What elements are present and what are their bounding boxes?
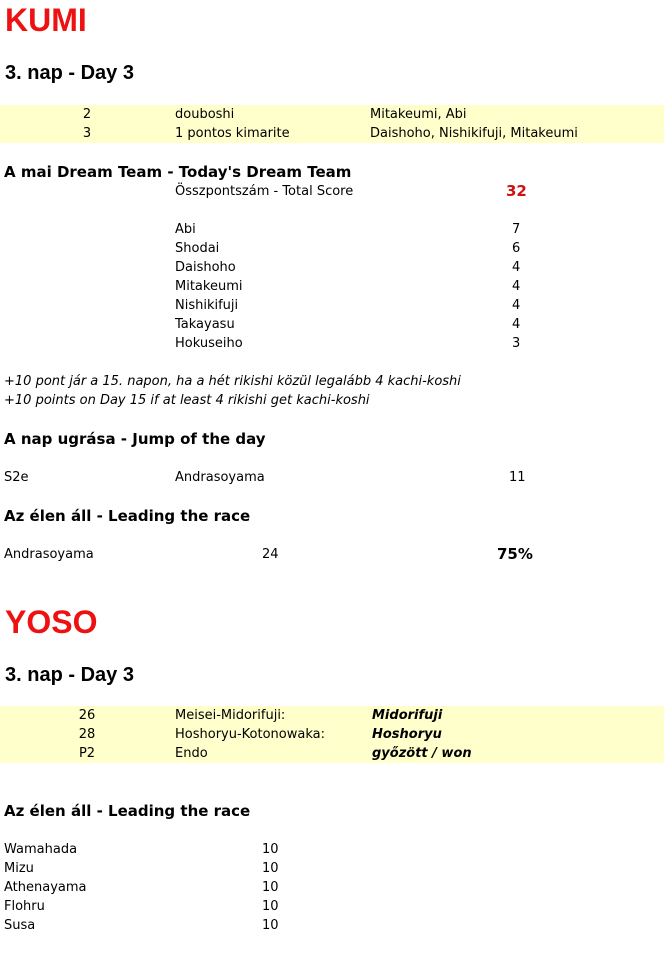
leader-points: 24 — [262, 547, 279, 562]
yoso-leader-name: Wamahada — [4, 842, 78, 857]
dream-team-points: 6 — [512, 241, 521, 256]
kumi-day-heading: 3. nap - Day 3 — [5, 62, 134, 84]
result-name: Meisei-Midorifuji: — [175, 708, 286, 723]
total-score-label: Összpontszám - Total Score — [175, 184, 354, 199]
jump-value: 11 — [509, 470, 526, 485]
dream-team-points: 4 — [512, 279, 521, 294]
dream-team-member: Shodai — [175, 241, 220, 256]
dream-team-member: Abi — [175, 222, 196, 237]
jump-code: S2e — [4, 470, 29, 485]
bonus-note-hu: +10 pont jár a 15. napon, ha a hét rikishi közül legalább 4 kachi-koshi — [4, 374, 461, 389]
jump-name: Andrasoyama — [175, 470, 265, 485]
kumi-leader-heading: Az élen áll - Leading the race — [4, 507, 251, 525]
yoso-leader-points: 10 — [262, 861, 279, 876]
yoso-title: YOSO — [5, 604, 98, 640]
yoso-leader-points: 10 — [262, 918, 279, 933]
dream-team-points: 4 — [512, 298, 521, 313]
result-name: 1 pontos kimarite — [175, 126, 290, 141]
dream-team-points: 3 — [512, 336, 521, 351]
result-number: 26 — [78, 708, 96, 723]
result-name: Hoshoryu-Kotonowaka: — [175, 727, 325, 742]
yoso-day-heading: 3. nap - Day 3 — [5, 664, 134, 686]
result-name: douboshi — [175, 107, 235, 122]
yoso-leader-name: Susa — [4, 918, 36, 933]
yoso-result-row — [0, 706, 664, 725]
yoso-result-row — [0, 725, 664, 744]
result-number: 3 — [82, 126, 92, 141]
yoso-leader-heading: Az élen áll - Leading the race — [4, 802, 251, 820]
kumi-title: KUMI — [5, 2, 87, 38]
result-name: Endo — [175, 746, 208, 761]
leader-name: Andrasoyama — [4, 547, 94, 562]
dream-team-points: 7 — [512, 222, 521, 237]
yoso-result-row — [0, 744, 664, 763]
result-value: győzött / won — [372, 746, 472, 761]
dream-team-member: Takayasu — [175, 317, 235, 332]
kumi-result-row — [0, 105, 664, 124]
kumi-result-row — [0, 124, 664, 143]
dream-team-member: Hokuseiho — [175, 336, 243, 351]
yoso-leader-points: 10 — [262, 880, 279, 895]
leader-percent: 75% — [497, 545, 533, 563]
yoso-leader-points: 10 — [262, 899, 279, 914]
dream-team-member: Nishikifuji — [175, 298, 239, 313]
dream-team-heading: A mai Dream Team - Today's Dream Team — [4, 163, 352, 181]
result-number: 28 — [78, 727, 96, 742]
yoso-leader-points: 10 — [262, 842, 279, 857]
result-number: 2 — [82, 107, 92, 122]
result-value: Daishoho, Nishikifuji, Mitakeumi — [370, 126, 578, 141]
dream-team-points: 4 — [512, 317, 521, 332]
yoso-leader-name: Flohru — [4, 899, 45, 914]
yoso-leader-name: Mizu — [4, 861, 34, 876]
yoso-leader-name: Athenayama — [4, 880, 87, 895]
dream-team-points: 4 — [512, 260, 521, 275]
bonus-note-en: +10 points on Day 15 if at least 4 rikishi get kachi-koshi — [4, 393, 370, 408]
dream-team-member: Daishoho — [175, 260, 236, 275]
total-score-value: 32 — [506, 182, 527, 200]
result-number: P2 — [78, 746, 96, 761]
jump-heading: A nap ugrása - Jump of the day — [4, 430, 266, 448]
dream-team-member: Mitakeumi — [175, 279, 243, 294]
result-value: Hoshoryu — [372, 727, 442, 742]
result-value: Midorifuji — [372, 708, 443, 723]
result-value: Mitakeumi, Abi — [370, 107, 467, 122]
